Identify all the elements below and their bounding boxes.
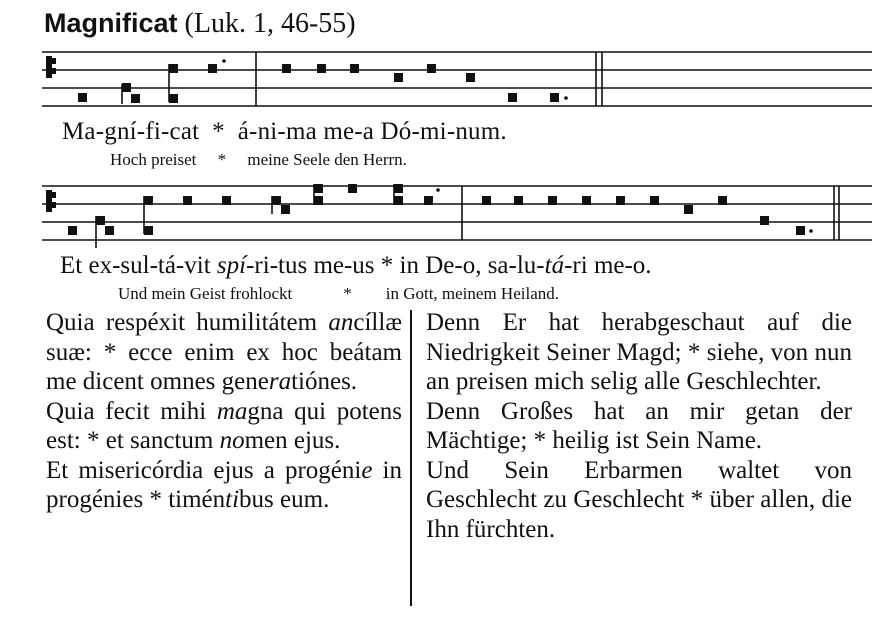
latin-stanza (46, 308, 402, 397)
stanza-italic: ma (216, 397, 248, 425)
latin-column (46, 308, 402, 515)
verse2-latin-d: tá (544, 252, 565, 279)
stanza-italic: ti (225, 486, 240, 513)
verse2-latin-a: Et ex-sul-tá-vit (60, 252, 217, 279)
stanza-italic: ra (268, 368, 292, 395)
chant-staff-2 (42, 178, 872, 248)
verse1-german-translation: Hoch preiset * meine Seele den Herrn. (110, 150, 407, 169)
stanza-text: tiónes. (291, 368, 358, 395)
title-reference: (Luk. 1, 46-55) (184, 8, 356, 39)
verse2-german-translation: Und mein Geist frohlockt * in Gott, meinem Heiland. (118, 284, 559, 303)
stanza-text: Quia fecit mihi (46, 397, 217, 425)
stanza-italic: no (219, 427, 245, 454)
page-title (44, 8, 356, 40)
stanza-text: gna qui potens est: * et sanctum (46, 397, 402, 454)
german-column (426, 308, 852, 544)
stanza-text: bus eum. (239, 486, 330, 513)
title-bold: Magnificat (44, 8, 178, 38)
chant-staff-1 (42, 44, 872, 114)
latin-stanza (46, 397, 402, 456)
verse1-latin-lyrics: Ma-gní-fi-cat * á-ni-ma me-a Dó-mi-num. (62, 118, 507, 145)
german-stanza: Und Sein Erbarmen waltet von Geschlecht zu Geschlecht * über allen, die Ihn fürchten. (426, 456, 852, 543)
stanza-text: men ejus. (244, 427, 341, 454)
stanza-text: Quia respéxit humilitátem (46, 309, 329, 336)
verse2-latin-b: spí (216, 252, 247, 279)
stanza-text: cíllæ suæ: * ecce enim ex hoc beátam me dicent omnes gene (46, 309, 402, 395)
stanza-italic: an (328, 309, 354, 336)
german-stanza: Denn Großes hat an mir getan der Mächtige; * heilig ist Sein Name. (426, 397, 852, 454)
stanza-text: Et misericórdia ejus a progéni (46, 456, 362, 484)
verse2-latin-c: -ri-tus me-us * in De-o, sa-lu- (246, 252, 545, 279)
column-divider (410, 310, 412, 606)
latin-stanza (46, 456, 402, 515)
stanza-italic: e (361, 456, 373, 484)
stanza-text: in progénies * timén (46, 456, 402, 513)
verse2-latin-e: -ri me-o. (564, 252, 652, 279)
german-stanza: Denn Er hat herabgeschaut auf die Niedrigkeit Seiner Magd; * siehe, von nun an preisen mich selig alle Geschlechter. (426, 309, 852, 395)
verse2-latin-lyrics (60, 252, 652, 280)
